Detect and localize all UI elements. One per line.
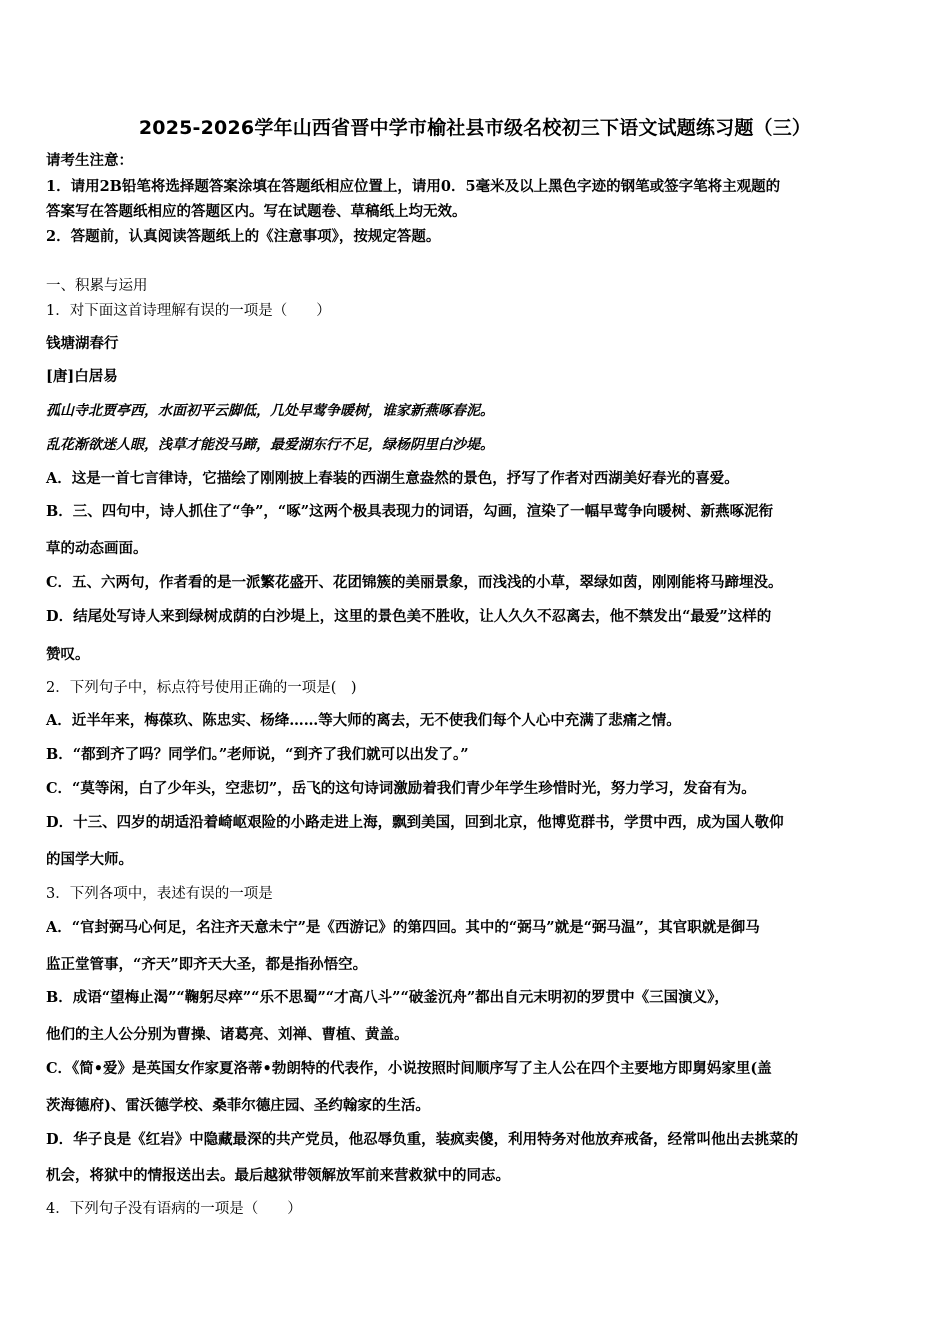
poem-line-2: 乱花渐欲迷人眼，浅草才能没马蹄，最爱湖东行不足，绿杨阴里白沙堤。 <box>46 437 494 453</box>
poem-author: [唐]白居易 <box>46 368 118 385</box>
q3-option-c-line-1: C．《简•爱》是英国女作家夏洛蒂•勃朗特的代表作，小说按照时间顺序写了主人公在四个主要地方即舅妈家里(盖 <box>46 1060 772 1077</box>
q2-option-b: B．“都到齐了吗？同学们。”老师说，“到齐了我们就可以出发了。” <box>46 746 469 763</box>
q3-option-a-line-2: 监正堂管事，“齐天”即齐天大圣，都是指孙悟空。 <box>46 956 368 973</box>
q1-option-a: A．这是一首七言律诗，它描绘了刚刚披上春装的西湖生意盎然的景色，抒写了作者对西湖美好春光的喜爱。 <box>46 470 739 487</box>
question-4-stem: 4．下列句子没有语病的一项是（ ） <box>46 1201 302 1217</box>
q2-option-d-line-1: D．十三、四岁的胡适沿着崎岖艰险的小路走进上海，飘到美国，回到北京，他博览群书，学贯中西，成为国人敬仰 <box>46 814 784 831</box>
notice-heading: 请考生注意： <box>46 152 133 169</box>
q1-option-b-line-1: B．三、四句中，诗人抓住了“争”，“啄”这两个极具表现力的词语，勾画，渲染了一幅早莺争向暖树、新燕啄泥衔 <box>46 503 774 520</box>
question-1-stem: 1．对下面这首诗理解有误的一项是（ ） <box>46 303 331 319</box>
q1-option-d-line-2: 赞叹。 <box>46 646 90 663</box>
q2-option-c: C．“莫等闲，白了少年头，空悲切”，岳飞的这句诗词激励着我们青少年学生珍惜时光，努力学习，发奋有为。 <box>46 780 756 797</box>
notice-line-1: 1．请用2B铅笔将选择题答案涂填在答题纸相应位置上，请用0．5毫米及以上黑色字迹的钢笔或签字笔将主观题的 <box>46 178 781 195</box>
q3-option-d-line-1: D．华子良是《红岩》中隐藏最深的共产党员，他忍辱负重，装疯卖傻，利用特务对他放弃戒备，经常叫他出去挑菜的 <box>46 1131 799 1148</box>
poem-line-1: 孤山寺北贾亭西，水面初平云脚低，几处早莺争暖树，谁家新燕啄春泥。 <box>46 403 494 419</box>
q3-option-b-line-1: B．成语“望梅止渴”“鞠躬尽瘁”“乐不思蜀”“才高八斗”“破釜沉舟”都出自元末明初的罗贯中《三国演义》， <box>46 989 729 1006</box>
q3-option-a-line-1: A．“官封弼马心何足，名注齐天意未宁”是《西游记》的第四回。其中的“弼马”就是“弼马温”，其官职就是御马 <box>46 919 760 936</box>
q3-option-c-line-2: 茨海德府)、雷沃德学校、桑菲尔德庄园、圣约翰家的生活。 <box>46 1097 430 1114</box>
question-2-stem: 2．下列句子中，标点符号使用正确的一项是( ) <box>46 680 357 696</box>
q3-option-d-line-2: 机会，将狱中的情报送出去。最后越狱带领解放军前来营救狱中的同志。 <box>46 1167 510 1184</box>
q3-option-b-line-2: 他们的主人公分别为曹操、诸葛亮、刘禅、曹植、黄盖。 <box>46 1026 409 1043</box>
section-heading: 一、积累与运用 <box>46 278 148 294</box>
q1-option-b-line-2: 草的动态画面。 <box>46 540 148 557</box>
question-3-stem: 3．下列各项中，表述有误的一项是 <box>46 886 273 902</box>
q1-option-c: C．五、六两句，作者看的是一派繁花盛开、花团锦簇的美丽景象，而浅浅的小草，翠绿如茵，刚刚能将马蹄埋没。 <box>46 574 783 591</box>
poem-title: 钱塘湖春行 <box>46 335 119 352</box>
q1-option-d-line-1: D．结尾处写诗人来到绿树成荫的白沙堤上，这里的景色美不胜收，让人久久不忍离去，他不禁发出“最爱”这样的 <box>46 608 772 625</box>
page-title: 2025-2026学年山西省晋中学市榆社县市级名校初三下语文试题练习题（三） <box>138 117 812 139</box>
q2-option-a: A．近半年来，梅葆玖、陈忠实、杨绛……等大师的离去，无不使我们每个人心中充满了悲痛之情。 <box>46 712 681 729</box>
notice-line-3: 2．答题前，认真阅读答题纸上的《注意事项》，按规定答题。 <box>46 228 441 245</box>
q2-option-d-line-2: 的国学大师。 <box>46 851 133 868</box>
notice-line-2: 答案写在答题纸相应的答题区内。写在试题卷、草稿纸上均无效。 <box>46 203 467 220</box>
